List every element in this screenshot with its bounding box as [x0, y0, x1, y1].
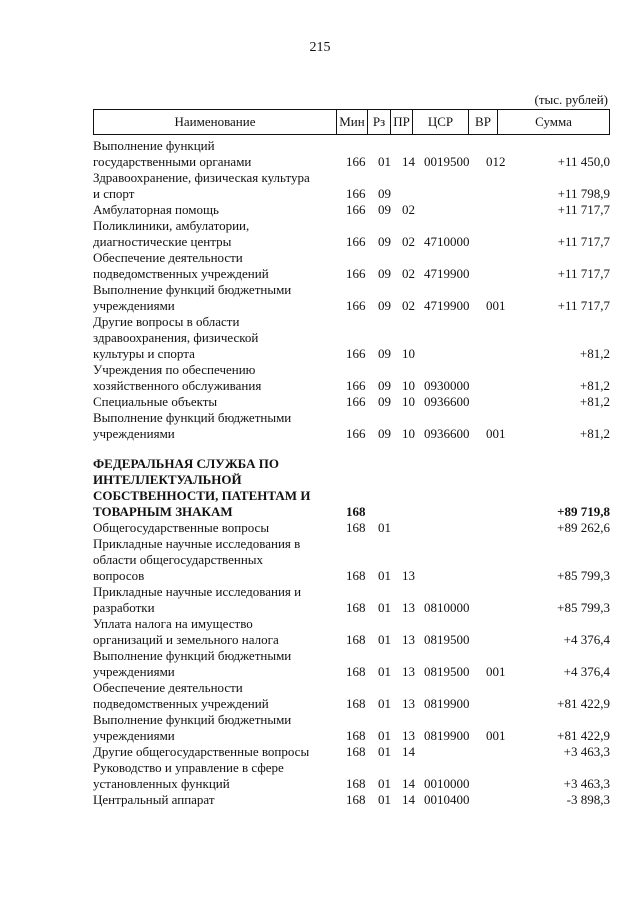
- cell-pr: 10: [402, 378, 415, 393]
- cell-rz: 01: [378, 568, 391, 583]
- table-row: [93, 744, 610, 760]
- cell-sum: +85 799,3: [557, 600, 610, 615]
- cell-min: 166: [346, 186, 366, 201]
- cell-csr: 0010000: [424, 776, 470, 791]
- cell-rz: 09: [378, 234, 391, 249]
- cell-name: Другие общегосударственные вопросы: [93, 744, 310, 759]
- cell-min: 166: [346, 154, 366, 169]
- cell-pr: 10: [402, 426, 415, 441]
- cell-csr: 0810000: [424, 600, 470, 615]
- table-row: [93, 362, 610, 394]
- cell-name: Другие вопросы в области здравоохранения, физической культуры и спорта: [93, 314, 259, 361]
- cell-min: 166: [346, 378, 366, 393]
- header-name: Наименование: [174, 114, 256, 129]
- cell-csr: 0936600: [424, 394, 470, 409]
- cell-min: 168: [346, 504, 366, 519]
- cell-min: 168: [346, 664, 366, 679]
- cell-min: 168: [346, 696, 366, 711]
- cell-rz: 09: [378, 346, 391, 361]
- cell-name: Амбулаторная помощь: [93, 202, 219, 217]
- cell-sum: +85 799,3: [557, 568, 610, 583]
- cell-vr: 001: [486, 298, 506, 313]
- cell-rz: 01: [378, 728, 391, 743]
- cell-pr: 13: [402, 568, 415, 583]
- cell-sum: +89 262,6: [557, 520, 610, 535]
- cell-name: Общегосударственные вопросы: [93, 520, 270, 535]
- cell-min: 166: [346, 426, 366, 441]
- cell-name: Прикладные научные исследования и разработки: [93, 584, 302, 615]
- table-row: [93, 170, 610, 202]
- cell-name: Уплата налога на имущество организаций и земельного налога: [93, 616, 279, 647]
- cell-name: Учреждения по обеспечению хозяйственного обслуживания: [93, 362, 262, 393]
- cell-rz: 01: [378, 792, 391, 807]
- cell-pr: 02: [402, 202, 415, 217]
- table-row: [93, 250, 610, 282]
- table-body: [93, 138, 610, 808]
- cell-rz: 01: [378, 520, 391, 535]
- cell-name: Обеспечение деятельности подведомственных учреждений: [93, 250, 269, 281]
- cell-csr: 0819500: [424, 664, 470, 679]
- cell-name: Центральный аппарат: [93, 792, 215, 807]
- cell-csr: 0819900: [424, 728, 470, 743]
- cell-min: 168: [346, 776, 366, 791]
- cell-vr: 001: [486, 728, 506, 743]
- cell-pr: 02: [402, 298, 415, 313]
- cell-vr: 001: [486, 426, 506, 441]
- cell-min: 168: [346, 600, 366, 615]
- cell-name: Поликлиники, амбулатории, диагностические центры: [93, 218, 250, 249]
- cell-rz: 09: [378, 186, 391, 201]
- cell-min: 168: [346, 792, 366, 807]
- cell-name: Специальные объекты: [93, 394, 218, 409]
- table-row: [93, 584, 610, 616]
- cell-rz: 09: [378, 202, 391, 217]
- header-pr: ПР: [390, 110, 412, 134]
- cell-pr: 13: [402, 632, 415, 647]
- table-row: [93, 202, 610, 218]
- table-row: [93, 410, 610, 442]
- table-row: [93, 138, 610, 170]
- cell-rz: 01: [378, 664, 391, 679]
- cell-pr: 02: [402, 234, 415, 249]
- cell-name: Выполнение функций бюджетными учреждениями: [93, 712, 292, 743]
- table-row: [93, 712, 610, 744]
- cell-pr: 13: [402, 696, 415, 711]
- table-row: [93, 792, 610, 808]
- cell-sum: +81 422,9: [557, 696, 610, 711]
- cell-sum: +3 463,3: [563, 776, 610, 791]
- cell-pr: 14: [402, 154, 415, 169]
- cell-name: Выполнение функций бюджетными учреждениями: [93, 648, 292, 679]
- cell-rz: 01: [378, 632, 391, 647]
- cell-vr: 012: [486, 154, 506, 169]
- cell-name: Выполнение функций бюджетными учреждениями: [93, 282, 292, 313]
- table-row: [93, 616, 610, 648]
- cell-rz: 01: [378, 744, 391, 759]
- table-row: [93, 394, 610, 410]
- cell-rz: 09: [378, 394, 391, 409]
- cell-sum: +81 422,9: [557, 728, 610, 743]
- cell-sum: +4 376,4: [563, 632, 610, 647]
- cell-pr: 14: [402, 792, 415, 807]
- table-row: [93, 520, 610, 536]
- cell-csr: 0930000: [424, 378, 470, 393]
- page-number: 215: [309, 40, 331, 55]
- cell-name: ФЕДЕРАЛЬНАЯ СЛУЖБА ПО ИНТЕЛЛЕКТУАЛЬНОЙ СОБСТВЕННОСТИ, ПАТЕНТАМ И ТОВАРНЫМ ЗНАКАМ: [93, 456, 311, 519]
- cell-min: 166: [346, 234, 366, 249]
- cell-csr: 4719900: [424, 298, 470, 313]
- table-row: [93, 760, 610, 792]
- cell-csr: 0019500: [424, 154, 470, 169]
- header-rz: Рз: [367, 110, 390, 134]
- cell-rz: 09: [378, 298, 391, 313]
- cell-name: Обеспечение деятельности подведомственных учреждений: [93, 680, 269, 711]
- table-row: [93, 314, 610, 362]
- cell-pr: 14: [402, 776, 415, 791]
- cell-csr: 0010400: [424, 792, 470, 807]
- cell-rz: 01: [378, 600, 391, 615]
- cell-min: 168: [346, 632, 366, 647]
- cell-vr: 001: [486, 664, 506, 679]
- header-vr: ВР: [468, 110, 497, 134]
- cell-csr: 0819900: [424, 696, 470, 711]
- cell-rz: 09: [378, 266, 391, 281]
- cell-pr: 13: [402, 664, 415, 679]
- cell-rz: 01: [378, 154, 391, 169]
- cell-sum: +11 450,0: [557, 154, 610, 169]
- header-csr: ЦСР: [412, 110, 468, 134]
- cell-sum: +11 717,7: [557, 234, 610, 249]
- cell-name: Прикладные научные исследования в области общегосударственных вопросов: [93, 536, 301, 583]
- cell-min: 166: [346, 298, 366, 313]
- cell-pr: 02: [402, 266, 415, 281]
- cell-min: 166: [346, 346, 366, 361]
- cell-min: 166: [346, 266, 366, 281]
- units-label: (тыс. рублей): [534, 92, 608, 107]
- cell-pr: 14: [402, 744, 415, 759]
- table-row: [93, 282, 610, 314]
- cell-csr: 4719900: [424, 266, 470, 281]
- cell-min: 168: [346, 520, 366, 535]
- cell-sum: +11 717,7: [557, 298, 610, 313]
- cell-sum: +11 717,7: [557, 266, 610, 281]
- cell-sum: +11 717,7: [557, 202, 610, 217]
- cell-min: 166: [346, 394, 366, 409]
- cell-min: 168: [346, 744, 366, 759]
- table-row: [93, 680, 610, 712]
- cell-sum: +3 463,3: [563, 744, 610, 759]
- cell-pr: 10: [402, 346, 415, 361]
- cell-sum: +81,2: [579, 426, 610, 441]
- cell-csr: 0819500: [424, 632, 470, 647]
- cell-pr: 13: [402, 600, 415, 615]
- cell-sum: +11 798,9: [557, 186, 610, 201]
- cell-sum: +81,2: [579, 346, 610, 361]
- table-header: [93, 109, 610, 135]
- cell-min: 168: [346, 568, 366, 583]
- section-row: [93, 456, 610, 520]
- cell-rz: 09: [378, 378, 391, 393]
- header-sum: Сумма: [497, 110, 609, 134]
- table-row: [93, 536, 610, 584]
- cell-pr: 10: [402, 394, 415, 409]
- cell-name: Выполнение функций государственными органами: [93, 138, 252, 169]
- cell-min: 168: [346, 728, 366, 743]
- cell-rz: 01: [378, 776, 391, 791]
- cell-name: Руководство и управление в сфере установленных функций: [93, 760, 284, 791]
- header-min: Мин: [336, 110, 367, 134]
- table-row: [93, 218, 610, 250]
- cell-sum: +4 376,4: [563, 664, 610, 679]
- cell-sum: +89 719,8: [557, 504, 610, 519]
- cell-sum: +81,2: [579, 378, 610, 393]
- cell-sum: +81,2: [579, 394, 610, 409]
- cell-pr: 13: [402, 728, 415, 743]
- cell-rz: 01: [378, 696, 391, 711]
- cell-csr: 4710000: [424, 234, 470, 249]
- cell-name: Выполнение функций бюджетными учреждениями: [93, 410, 292, 441]
- cell-sum: -3 898,3: [566, 792, 610, 807]
- cell-min: 166: [346, 202, 366, 217]
- cell-csr: 0936600: [424, 426, 470, 441]
- cell-name: Здравоохранение, физическая культура и спорт: [93, 170, 310, 201]
- cell-rz: 09: [378, 426, 391, 441]
- table-row: [93, 648, 610, 680]
